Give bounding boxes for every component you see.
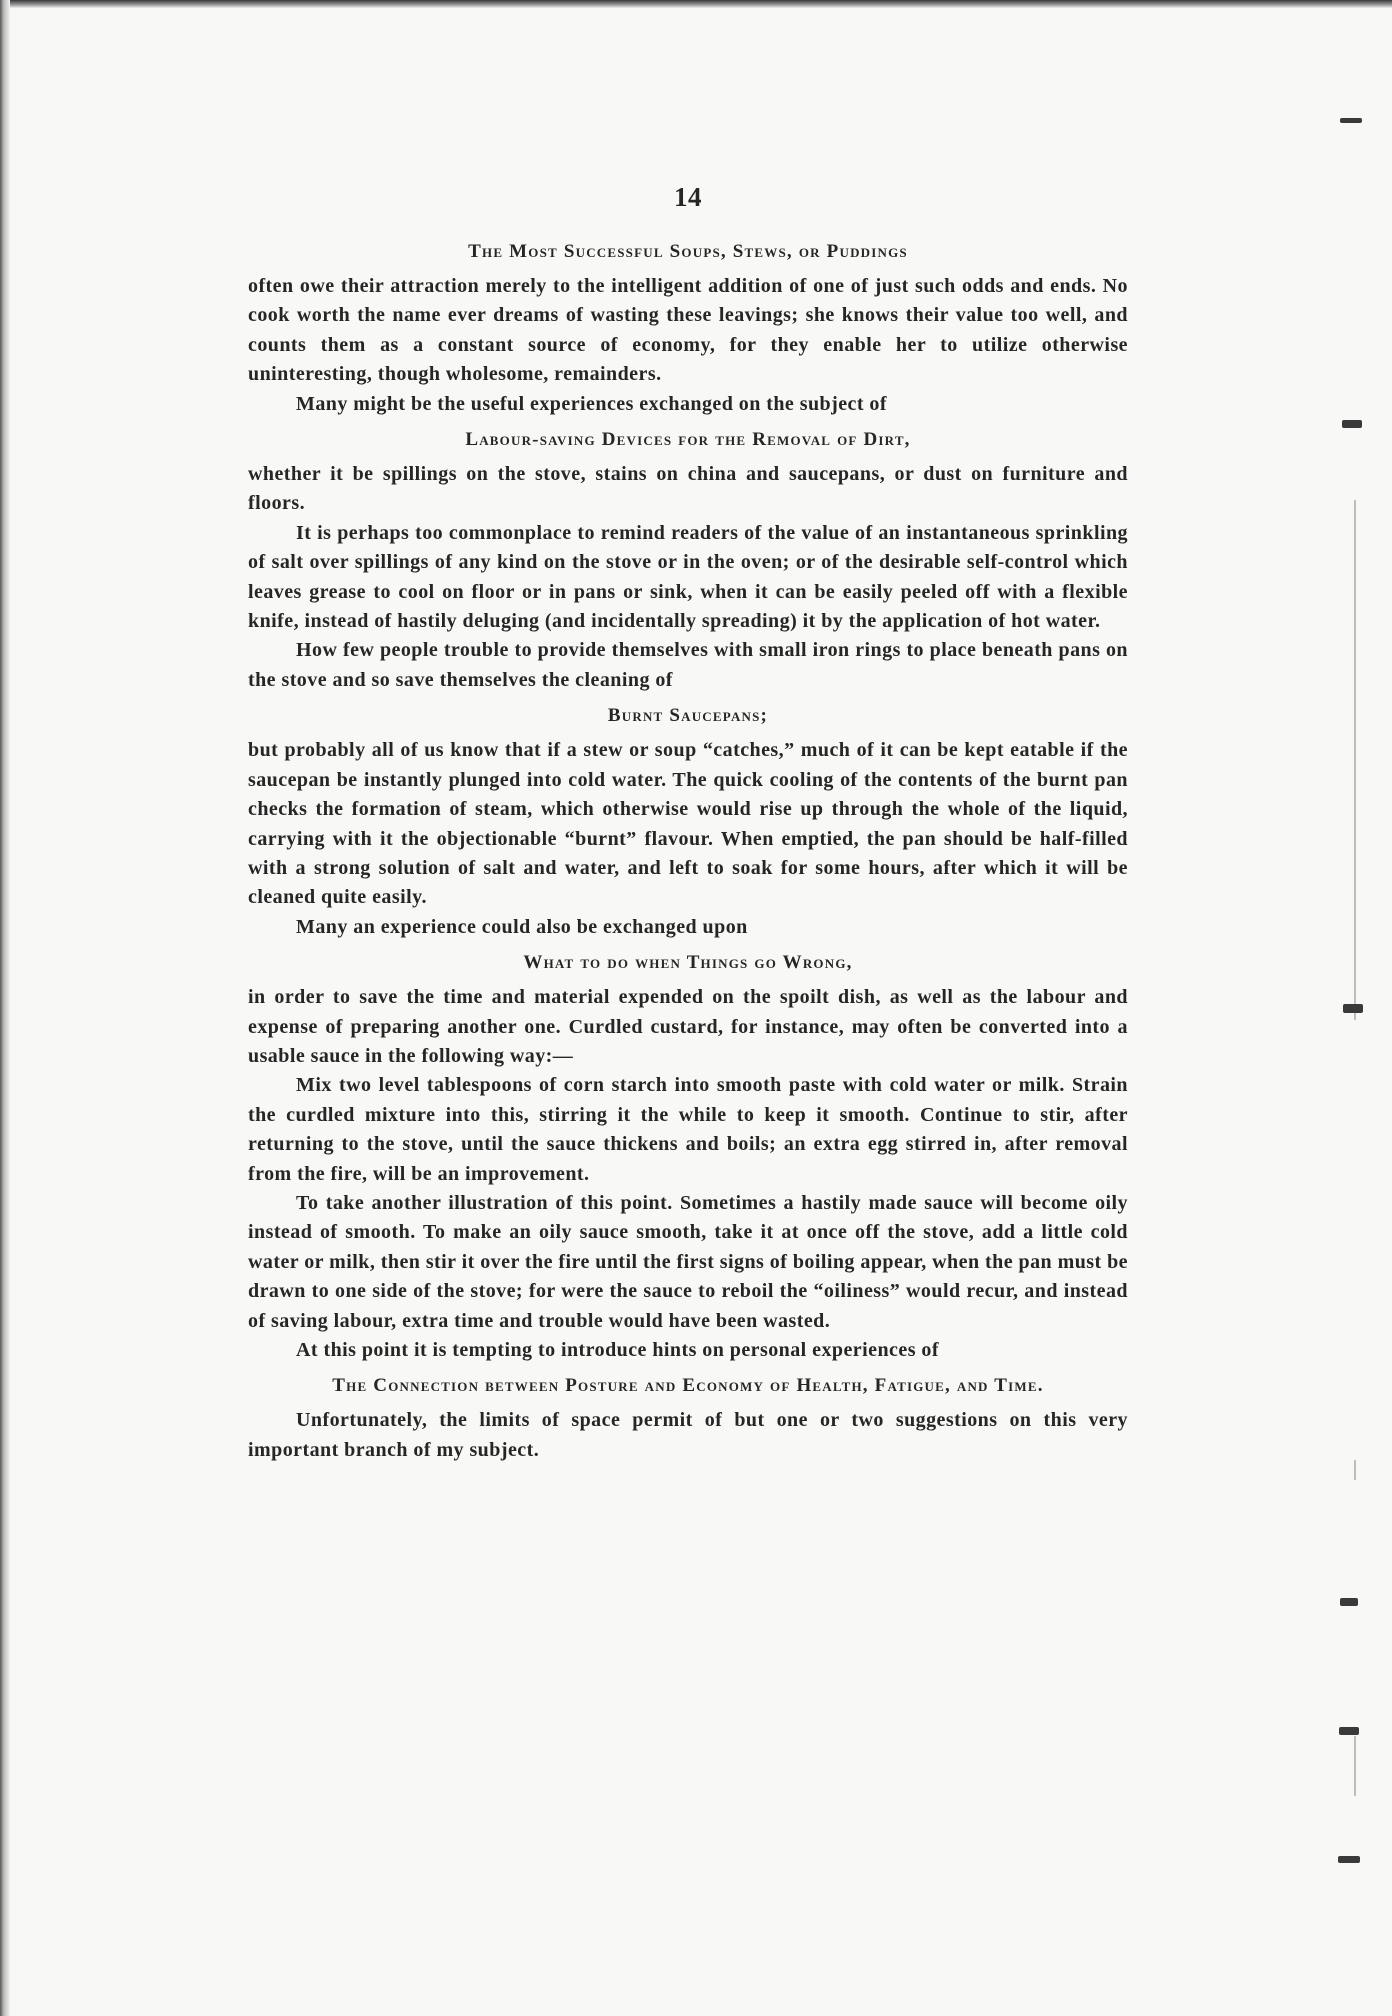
- section-heading: Burnt Saucepans;: [607, 705, 769, 727]
- section-heading: What to do when Things go Wrong,: [523, 952, 853, 974]
- paragraph: but probably all of us know that if a stew or soup “catches,” much of it can be kept eatable if the saucepan be instantly plunged into cold water. The quick cooling of the contents of the burnt pan checks the formation of steam, which otherwise would rise up through the whole of the liquid, carrying with it the objectionable “burnt” flavour. When emptied, the pan should be half-filled with a strong solution of salt and water, and left to soak for some hours, after which it will be cleaned quite easily.: [248, 739, 1128, 909]
- paragraph: How few people trouble to provide themselves with small iron rings to place beneath pans on the stove and so save themselves the cleaning of: [248, 639, 1128, 691]
- margin-mark: [1340, 118, 1362, 123]
- scan-top-edge: [0, 0, 1392, 8]
- page-number: 14: [674, 182, 702, 212]
- paragraph: Many might be the useful experiences exchanged on the subject of: [296, 392, 887, 415]
- page-edge-line: [1354, 1736, 1356, 1796]
- section-heading: The Connection between Posture and Economy of Health, Fatigue, and Time.: [332, 1375, 1044, 1397]
- paragraph: At this point it is tempting to introduce hints on personal experiences of: [296, 1339, 939, 1361]
- margin-mark: [1340, 1598, 1358, 1606]
- margin-mark: [1342, 420, 1362, 428]
- paragraph: Unfortunately, the limits of space permit of but one or two suggestions on this very important branch of my subject.: [248, 1409, 1128, 1461]
- margin-mark: [1338, 1856, 1360, 1863]
- paragraph: whether it be spillings on the stove, stains on china and saucepans, or dust on furniture and floors.: [248, 463, 1128, 515]
- page-text: [248, 180, 1128, 1465]
- section-heading: The Most Successful Soups, Stews, or Puddings: [468, 241, 908, 262]
- sections-container: [248, 237, 1128, 1465]
- paragraph: Many an experience could also be exchanged upon: [296, 915, 748, 938]
- paragraph: It is perhaps too commonplace to remind readers of the value of an instantaneous sprinkling of salt over spillings of any kind on the stove or in the oven; or of the desirable self-control which leaves grease to cool on floor or in pans or sink, when it can be easily peeled off with a flexible knife, instead of hastily deluging (and incidentally spreading) it by the application of hot water.: [248, 521, 1128, 633]
- section-heading: Labour-saving Devices for the Removal of Dirt,: [465, 429, 911, 451]
- margin-mark: [1339, 1727, 1359, 1735]
- margin-mark: [1343, 1004, 1363, 1013]
- paragraph: Mix two level tablespoons of corn starch into smooth paste with cold water or milk. Strain the curdled mixture into this, stirring it the while to keep it smooth. Continue to stir, after returning to the stove, until the sauce thickens and boils; an extra egg stirred in, after removal from the fire, will be an improvement.: [248, 1074, 1128, 1185]
- page-edge-line: [1354, 500, 1356, 1020]
- paragraph: in order to save the time and material expended on the spoilt dish, as well as the labour and expense of preparing another one. Curdled custard, for instance, may often be converted into a usable sauce in the following way:—: [248, 986, 1128, 1067]
- paragraph: often owe their attraction merely to the intelligent addition of one of just such odds and ends. No cook worth the name ever dreams of wasting these leavings; she knows their value too well, and counts them as a constant source of economy, for they enable her to utilize otherwise uninteresting, though wholesome, remainders.: [248, 275, 1128, 386]
- page-edge-line: [1354, 1460, 1356, 1480]
- paragraph: To take another illustration of this point. Sometimes a hastily made sauce will become oily instead of smooth. To make an oily sauce smooth, take it at once off the stove, add a little cold water or milk, then stir it over the fire until the first signs of boiling appear, when the pan must be drawn to one side of the stove; for were the sauce to reboil the “oiliness” would recur, and instead of saving labour, extra time and trouble would have been wasted.: [248, 1191, 1128, 1332]
- scan-left-edge: [0, 0, 10, 2016]
